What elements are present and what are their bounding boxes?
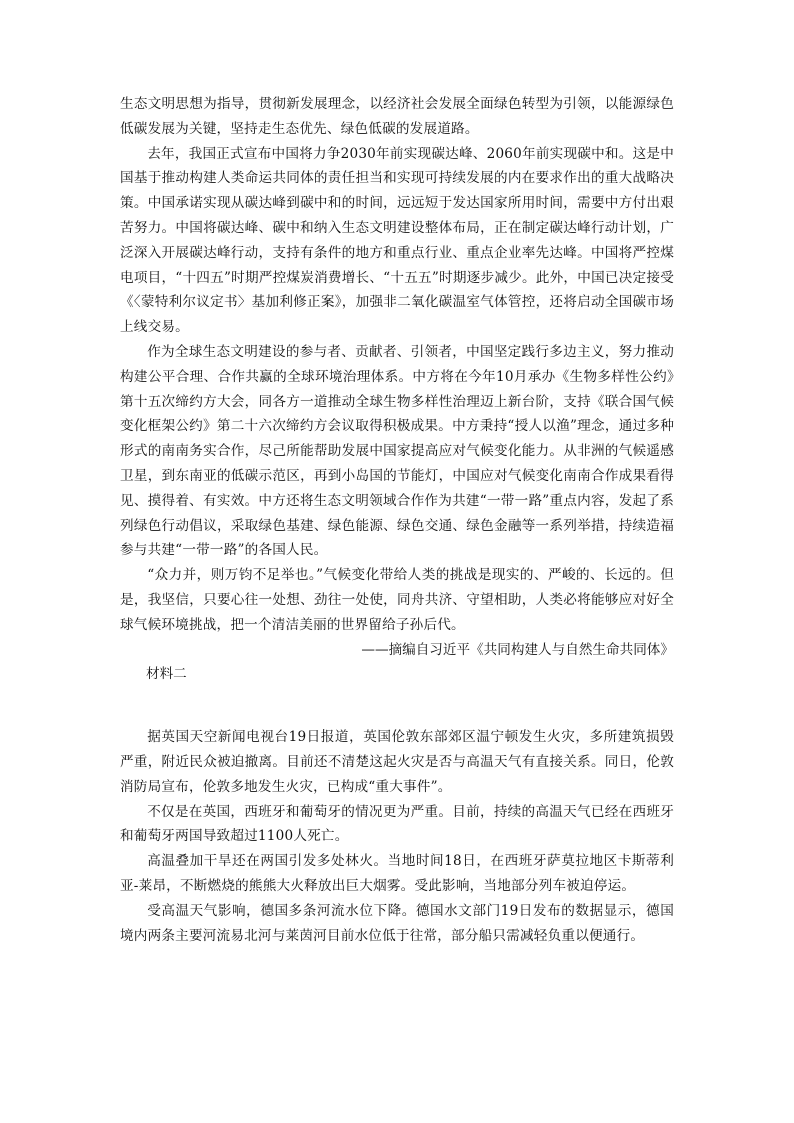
section-spacer	[120, 687, 674, 725]
source-attribution: ——摘编自习近平《共同构建人与自然生命共同体》	[361, 641, 674, 658]
material-two-paragraph-1: 据英国天空新闻电视台19日报道，英国伦敦东部郊区温宁顿发生火灾，多所建筑损毁严重，附近民众被迫撤离。目前还不清楚这起火灾是否与高温天气有直接关系。同日，伦敦消防局宣布，伦敦多地发生火灾，已构成“重大事件”。	[120, 729, 674, 795]
section-label-material-two: 材料二	[146, 666, 187, 683]
material-one-paragraph-1: 生态文明思想为指导，贯彻新发展理念，以经济社会发展全面绿色转型为引领，以能源绿色低碳发展为关键，坚持走生态优先、绿色低碳的发展道路。	[120, 96, 674, 137]
document-page	[120, 92, 674, 948]
material-one-paragraph-2: 去年，我国正式宣布中国将力争2030年前实现碳达峰、2060年前实现碳中和。这是中国基于推动构建人类命运共同体的责任担当和实现可持续发展的内在要求作出的重大战略决策。中国承诺实现从碳达峰到碳中和的时间，远远短于发达国家所用时间，需要中方付出艰苦努力。中国将碳达峰、碳中和纳入生态文明建设整体布局，正在制定碳达峰行动计划，广泛深入开展碳达峰行动，支持有条件的地方和重点行业、重点企业率先达峰。中国将严控煤电项目，“十四五”时期严控煤炭消费增长、“十五五”时期逐步减少。此外，中国已决定接受《〈蒙特利尔议定书〉基加利修正案》，加强非二氧化碳温室气体管控，还将启动全国碳市场上线交易。	[120, 145, 674, 336]
material-one-paragraph-4: “众力并，则万钧不足举也。”气候变化带给人类的挑战是现实的、严峻的、长远的。但是，我坚信，只要心往一处想、劲往一处使，同舟共济、守望相助，人类必将能够应对好全球气候环境挑战，把一个清洁美丽的世界留给子孙后代。	[120, 567, 674, 633]
material-two-paragraph-3: 高温叠加干旱还在两国引发多处林火。当地时间18日，在西班牙萨莫拉地区卡斯蒂利亚-莱昂，不断燃烧的熊熊大火释放出巨大烟雾。受此影响，当地部分列车被迫停运。	[120, 853, 674, 894]
material-one-paragraph-3: 作为全球生态文明建设的参与者、贡献者、引领者，中国坚定践行多边主义，努力推动构建公平合理、合作共赢的全球环境治理体系。中方将在今年10月承办《生物多样性公约》第十五次缔约方大会，同各方一道推动全球生物多样性治理迈上新台阶，支持《联合国气候变化框架公约》第二十六次缔约方会议取得积极成果。中方秉持“授人以渔”理念，通过多种形式的南南务实合作，尽己所能帮助发展中国家提高应对气候变化能力。从非洲的气候遥感卫星，到东南亚的低碳示范区，再到小岛国的节能灯，中国应对气候变化南南合作成果看得见、摸得着、有实效。中方还将生态文明领域合作作为共建“一带一路”重点内容，发起了系列绿色行动倡议，采取绿色基建、绿色能源、绿色交通、绿色金融等一系列举措，持续造福参与共建“一带一路”的各国人民。	[120, 343, 674, 559]
material-two-paragraph-4: 受高温天气影响，德国多条河流水位下降。德国水文部门19日发布的数据显示，德国境内两条主要河流易北河与莱茵河目前水位低于往常，部分船只需减轻负重以便通行。	[120, 902, 674, 944]
material-two-paragraph-2: 不仅是在英国，西班牙和葡萄牙的情况更为严重。目前，持续的高温天气已经在西班牙和葡萄牙两国导致超过1100人死亡。	[120, 803, 674, 845]
